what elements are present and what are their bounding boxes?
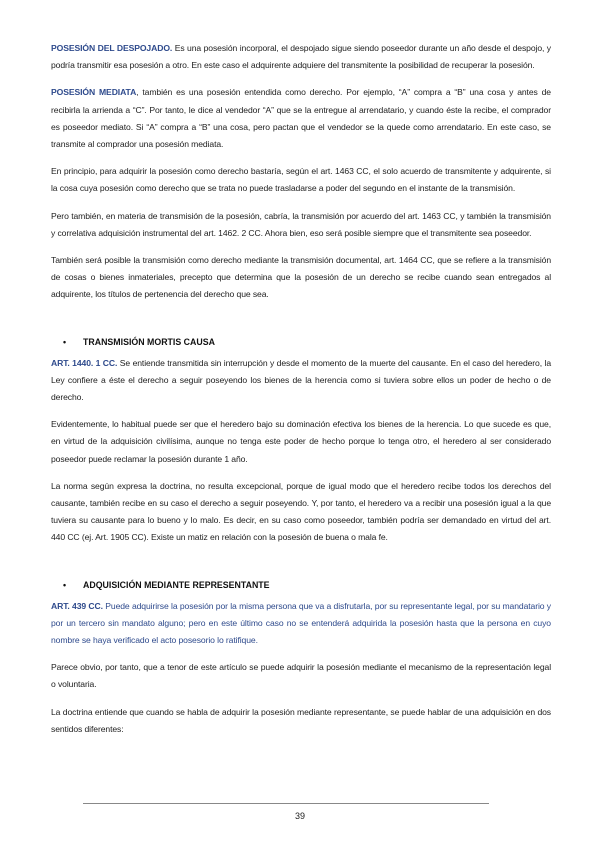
paragraph-text: Se entiende transmitida sin interrupción y desde el momento de la muerte del causante. En el caso del heredero, la Ley confiere a éste el derecho a seguir poseyendo los bienes de la herencia como si tuviera sobre ellos un poder de hecho o de derecho. [51,357,551,403]
paragraph-posesion-mediata [51,84,551,153]
paragraph: También será posible la transmisión como derecho mediante la transmisión documental, art. 1464 CC, que se refiere a la transmisión de cosas o bienes inmateriales, precepto que determina que la posesión de un derecho se recibe cuando sean entregados al adquirente, los títulos de pertenencia del derecho que sea. [51,255,551,300]
paragraph-text: , también es una posesión entendida como derecho. Por ejemplo, “A” compra a “B” una cosa y antes de recibirla la arrienda a “C”. Por tanto, le dice al vendedor “A” que se la entregue al arrendatario, y cuando éste la recibe, el comprador es poseedor mediato. Si “A” compra a “B” una cosa, pero pactan que el vendedor se la quede como arrendatario. En este caso, se transmite al comprador una posesión mediata. [51,87,551,150]
paragraph: Pero también, en materia de transmisión de la posesión, cabría, la transmisión por acuerdo del art. 1463 CC, y también la transmisión y correlativa adquisición instrumental del art. 1462. 2 CC. Ahora bien, eso será posible siempre que el transmitente sea poseedor. [51,210,551,238]
paragraph-text: Puede adquirirse la posesión por la misma persona que va a disfrutarla, por su representante legal, por su mandatario y por un tercero sin mandato alguno; pero en este último caso no se entenderá adquirida la posesión hasta que la persona en cuyo nombre se haya verificado el acto posesorio lo ratifique. [51,600,552,646]
section-heading-mortis-causa [51,334,551,351]
paragraph-art-439 [51,598,551,650]
paragraph: La norma según expresa la doctrina, no resulta excepcional, porque de igual modo que el heredero recibe todos los derechos del causante, también recibe en su caso el derecho a seguir poseyendo. Y, por tanto, el heredero va a recibir una posesión igual a la que tuviera su causante para lo bueno y lo malo. Es decir, en su caso como poseedor, también podría ser demandado en virtud del art. 440 CC (ej. Art. 1905 CC). Existe un matiz en relación con la posesión de buena o mala fe. [51,480,551,543]
section-title: TRANSMISIÓN MORTIS CAUSA [83,336,215,347]
term-posesion-mediata: POSESIÓN MEDIATA [51,87,137,98]
paragraph: Parece obvio, por tanto, que a tenor de este artículo se puede adquirir la posesión mediante el mecanismo de la representación legal o voluntaria. [51,662,551,690]
article-reference: ART. 1440. 1 CC. [51,357,118,368]
bullet-icon: • [63,336,67,347]
page-number: 39 [294,811,305,821]
section-title: ADQUISICIÓN MEDIANTE REPRESENTANTE [83,579,270,590]
paragraph: En principio, para adquirir la posesión como derecho bastaría, según el art. 1463 CC, el solo acuerdo de transmitente y adquirente, si la cosa cuya posesión como derecho que se trata no puede trasladarse a poder del segundo en el instante de la transmisión. [51,166,551,194]
page-body [51,40,551,748]
paragraph: La doctrina entiende que cuando se habla de adquirir la posesión mediante representante, se puede hablar de una adquisición en dos sentidos diferentes: [51,706,551,734]
paragraph-posesion-despojado [51,40,551,74]
paragraph-art-1440 [51,355,551,407]
paragraph-text: Es una posesión incorporal, el despojado sigue siendo poseedor durante un año desde el despojo, y podría transmitir esa posesión a otro. En este caso el adquirente adquiere del transmitente la posibilidad de recuperar la posesión. [51,43,552,71]
article-reference: ART. 439 CC. [51,600,103,611]
bullet-icon: • [63,579,67,590]
paragraph: Evidentemente, lo habitual puede ser que el heredero bajo su dominación efectiva los bienes de la herencia. Lo que sucede es que, en virtud de la adquisición civilísima, aunque no tenga este poder de hecho porque lo tenga otro, el heredero al ser considerado poseedor puede reclamar la posesión durante 1 año. [51,419,551,464]
term-posesion-despojado: POSESIÓN DEL DESPOJADO. [51,43,173,53]
footer-divider [83,803,489,804]
section-heading-representante [51,577,551,594]
